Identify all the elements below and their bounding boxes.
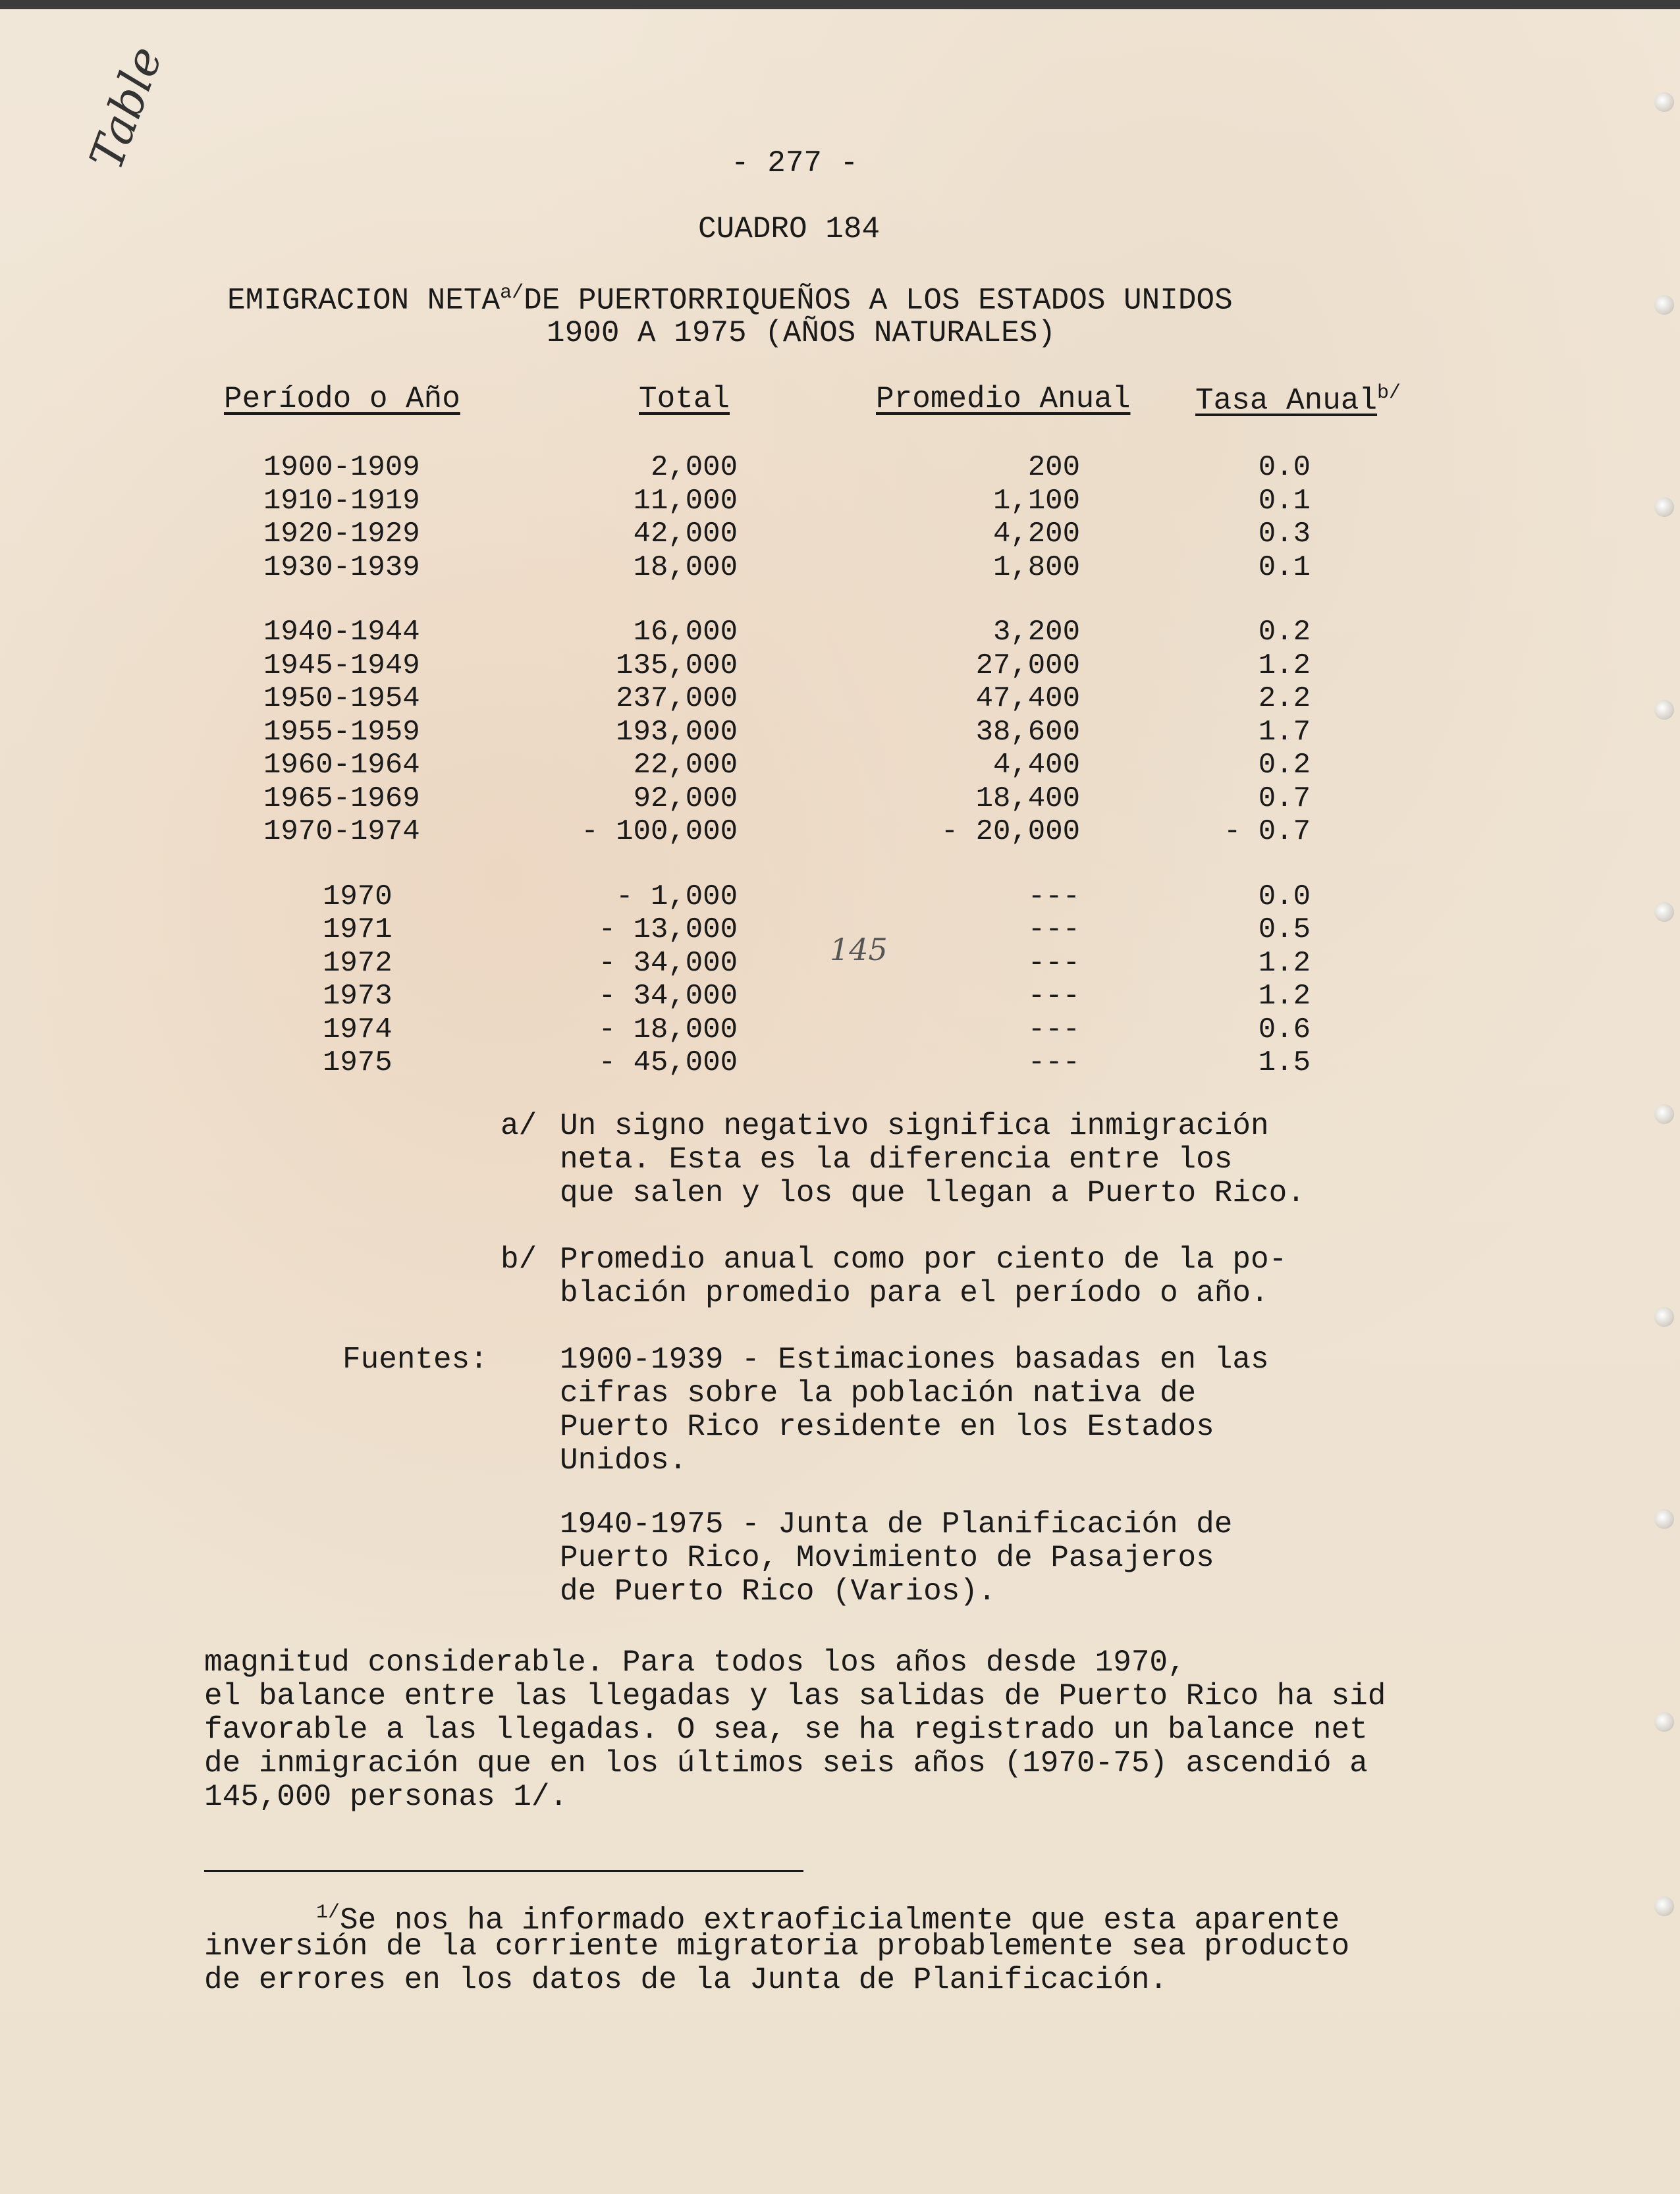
footnote-line: inversión de la corriente migratoria probablemente sea producto <box>204 1929 1350 1964</box>
cell-rate: 0.5 <box>1258 913 1311 946</box>
cell-period: 1945-1949 <box>263 649 420 682</box>
cell-rate: 0.6 <box>1258 1013 1311 1046</box>
title-part: DE PUERTORRIQUEÑOS A LOS ESTADOS UNIDOS <box>524 283 1233 318</box>
cell-total: 18,000 <box>633 550 738 584</box>
cell-total: - 1,000 <box>616 880 738 913</box>
note-a-line: que salen y los que llegan a Puerto Rico. <box>560 1176 1305 1210</box>
footnote-rule <box>204 1870 803 1872</box>
cell-period: 1900-1909 <box>263 451 420 484</box>
cell-average: 4,400 <box>992 749 1080 782</box>
cell-average: --- <box>1027 1046 1080 1079</box>
cell-rate: 1.7 <box>1258 715 1311 749</box>
cell-period: 1971 <box>323 913 393 946</box>
cell-period: 1930-1939 <box>263 550 420 584</box>
col-header-rate <box>1195 382 1401 417</box>
cell-average: 18,400 <box>975 782 1080 815</box>
cell-total: - 18,000 <box>598 1013 738 1046</box>
cell-total: - 45,000 <box>598 1046 738 1079</box>
cell-period: 1970-1974 <box>263 815 420 848</box>
cell-average: 47,400 <box>975 682 1080 715</box>
source-1-line: Puerto Rico residente en los Estados <box>560 1410 1214 1444</box>
cell-total: - 34,000 <box>598 946 738 980</box>
footnote-text: Se nos ha informado extraoficialmente que esta aparente <box>340 1903 1340 1938</box>
table-title-line1 <box>227 282 1233 317</box>
handwritten-margin-note: Table <box>79 39 173 177</box>
binder-hole <box>1654 1896 1674 1916</box>
cell-total: 11,000 <box>633 484 738 518</box>
binder-hole <box>1654 497 1674 517</box>
footnote-line: de errores en los datos de la Junta de Planificación. <box>204 1963 1168 1997</box>
cell-rate: 0.7 <box>1258 782 1311 815</box>
cell-rate: 1.5 <box>1258 1046 1311 1079</box>
cell-average: --- <box>1027 980 1080 1013</box>
cell-rate: 0.3 <box>1258 518 1311 550</box>
note-b-ref: b/ <box>1377 382 1401 404</box>
cell-period: 1973 <box>323 980 393 1013</box>
cell-rate: 1.2 <box>1258 980 1311 1013</box>
cell-period: 1910-1919 <box>263 484 420 518</box>
cell-period: 1975 <box>323 1046 393 1079</box>
binder-hole <box>1654 1509 1674 1529</box>
cell-rate: - 0.7 <box>1223 815 1311 848</box>
cell-period: 1970 <box>323 880 393 913</box>
cell-average: - 20,000 <box>940 815 1080 848</box>
note-b-line: blación promedio para el período o año. <box>560 1276 1269 1310</box>
rate-label: Tasa Anual <box>1195 383 1378 418</box>
footnote-marker: 1/ <box>316 1902 340 1924</box>
cell-period: 1950-1954 <box>263 682 420 715</box>
cell-rate: 1.2 <box>1258 649 1311 682</box>
cell-period: 1972 <box>323 946 393 980</box>
cell-average: --- <box>1027 913 1080 946</box>
table-number: CUADRO 184 <box>698 212 881 246</box>
sources-label: Fuentes: <box>342 1343 488 1377</box>
source-1-line: cifras sobre la población nativa de <box>560 1376 1197 1410</box>
cell-period: 1974 <box>323 1013 393 1046</box>
cell-period: 1940-1944 <box>263 616 420 649</box>
cell-rate: 0.2 <box>1258 749 1311 782</box>
cell-total: 193,000 <box>616 715 738 749</box>
col-header-total: Total <box>639 382 730 416</box>
body-line: magnitud considerable. Para todos los años desde 1970, <box>204 1646 1186 1680</box>
note-a-marker: a/ <box>501 1109 537 1143</box>
cell-rate: 0.2 <box>1258 616 1311 649</box>
cell-average: 38,600 <box>975 715 1080 749</box>
note-a-line: neta. Esta es la diferencia entre los <box>560 1142 1233 1177</box>
binder-hole <box>1654 295 1674 315</box>
cell-average: 27,000 <box>975 649 1080 682</box>
cell-total: 16,000 <box>633 616 738 649</box>
cell-period: 1965-1969 <box>263 782 420 815</box>
cell-rate: 1.2 <box>1258 946 1311 980</box>
cell-period: 1960-1964 <box>263 749 420 782</box>
cell-rate: 0.1 <box>1258 484 1311 518</box>
cell-period: 1955-1959 <box>263 715 420 749</box>
binder-hole <box>1654 92 1674 112</box>
page-number: - 277 - <box>731 146 859 180</box>
cell-period: 1920-1929 <box>263 518 420 550</box>
cell-total: 135,000 <box>616 649 738 682</box>
source-1-line: 1900-1939 - Estimaciones basadas en las <box>560 1343 1269 1377</box>
cell-total: 2,000 <box>650 451 738 484</box>
cell-total: - 13,000 <box>598 913 738 946</box>
cell-average: 200 <box>1027 451 1080 484</box>
cell-average: --- <box>1027 946 1080 980</box>
cell-average: 1,100 <box>992 484 1080 518</box>
source-2-line: Puerto Rico, Movimiento de Pasajeros <box>560 1541 1214 1575</box>
cell-total: 42,000 <box>633 518 738 550</box>
source-1-line: Unidos. <box>560 1443 688 1478</box>
cell-total: - 34,000 <box>598 980 738 1013</box>
source-2-line: 1940-1975 - Junta de Planificación de <box>560 1507 1233 1541</box>
cell-average: --- <box>1027 1013 1080 1046</box>
note-b-marker: b/ <box>501 1243 537 1277</box>
cell-rate: 0.0 <box>1258 451 1311 484</box>
binder-hole <box>1654 1712 1674 1732</box>
source-2-line: de Puerto Rico (Varios). <box>560 1574 996 1609</box>
binder-hole <box>1654 700 1674 720</box>
col-header-period: Período o Año <box>224 382 460 416</box>
cell-average: 3,200 <box>992 616 1080 649</box>
body-line: de inmigración que en los últimos seis años (1970-75) ascendió a <box>204 1746 1368 1780</box>
cell-average: 4,200 <box>992 518 1080 550</box>
cell-total: 22,000 <box>633 749 738 782</box>
body-line: 145,000 personas 1/. <box>204 1780 568 1814</box>
cell-total: 237,000 <box>616 682 738 715</box>
cell-rate: 2.2 <box>1258 682 1311 715</box>
col-header-average: Promedio Anual <box>876 382 1131 416</box>
cell-average: --- <box>1027 880 1080 913</box>
cell-rate: 0.1 <box>1258 550 1311 584</box>
binder-hole <box>1654 1307 1674 1327</box>
scan-top-edge <box>0 0 1680 9</box>
binder-hole <box>1654 902 1674 922</box>
title-part: EMIGRACION NETA <box>227 283 501 318</box>
note-a-line: Un signo negativo significa inmigración <box>560 1109 1269 1143</box>
handwritten-annotation: 145 <box>830 932 888 967</box>
body-line: el balance entre las llegadas y las salidas de Puerto Rico ha sid <box>204 1679 1386 1713</box>
binder-hole <box>1654 1104 1674 1124</box>
cell-total: 92,000 <box>633 782 738 815</box>
body-line: favorable a las llegadas. O sea, se ha registrado un balance net <box>204 1713 1368 1747</box>
note-b-line: Promedio anual como por ciento de la po- <box>560 1243 1287 1277</box>
note-a-ref: a/ <box>500 282 524 304</box>
cell-rate: 0.0 <box>1258 880 1311 913</box>
cell-total: - 100,000 <box>581 815 738 848</box>
cell-average: 1,800 <box>992 550 1080 584</box>
table-title-line2: 1900 A 1975 (AÑOS NATURALES) <box>547 316 1056 350</box>
